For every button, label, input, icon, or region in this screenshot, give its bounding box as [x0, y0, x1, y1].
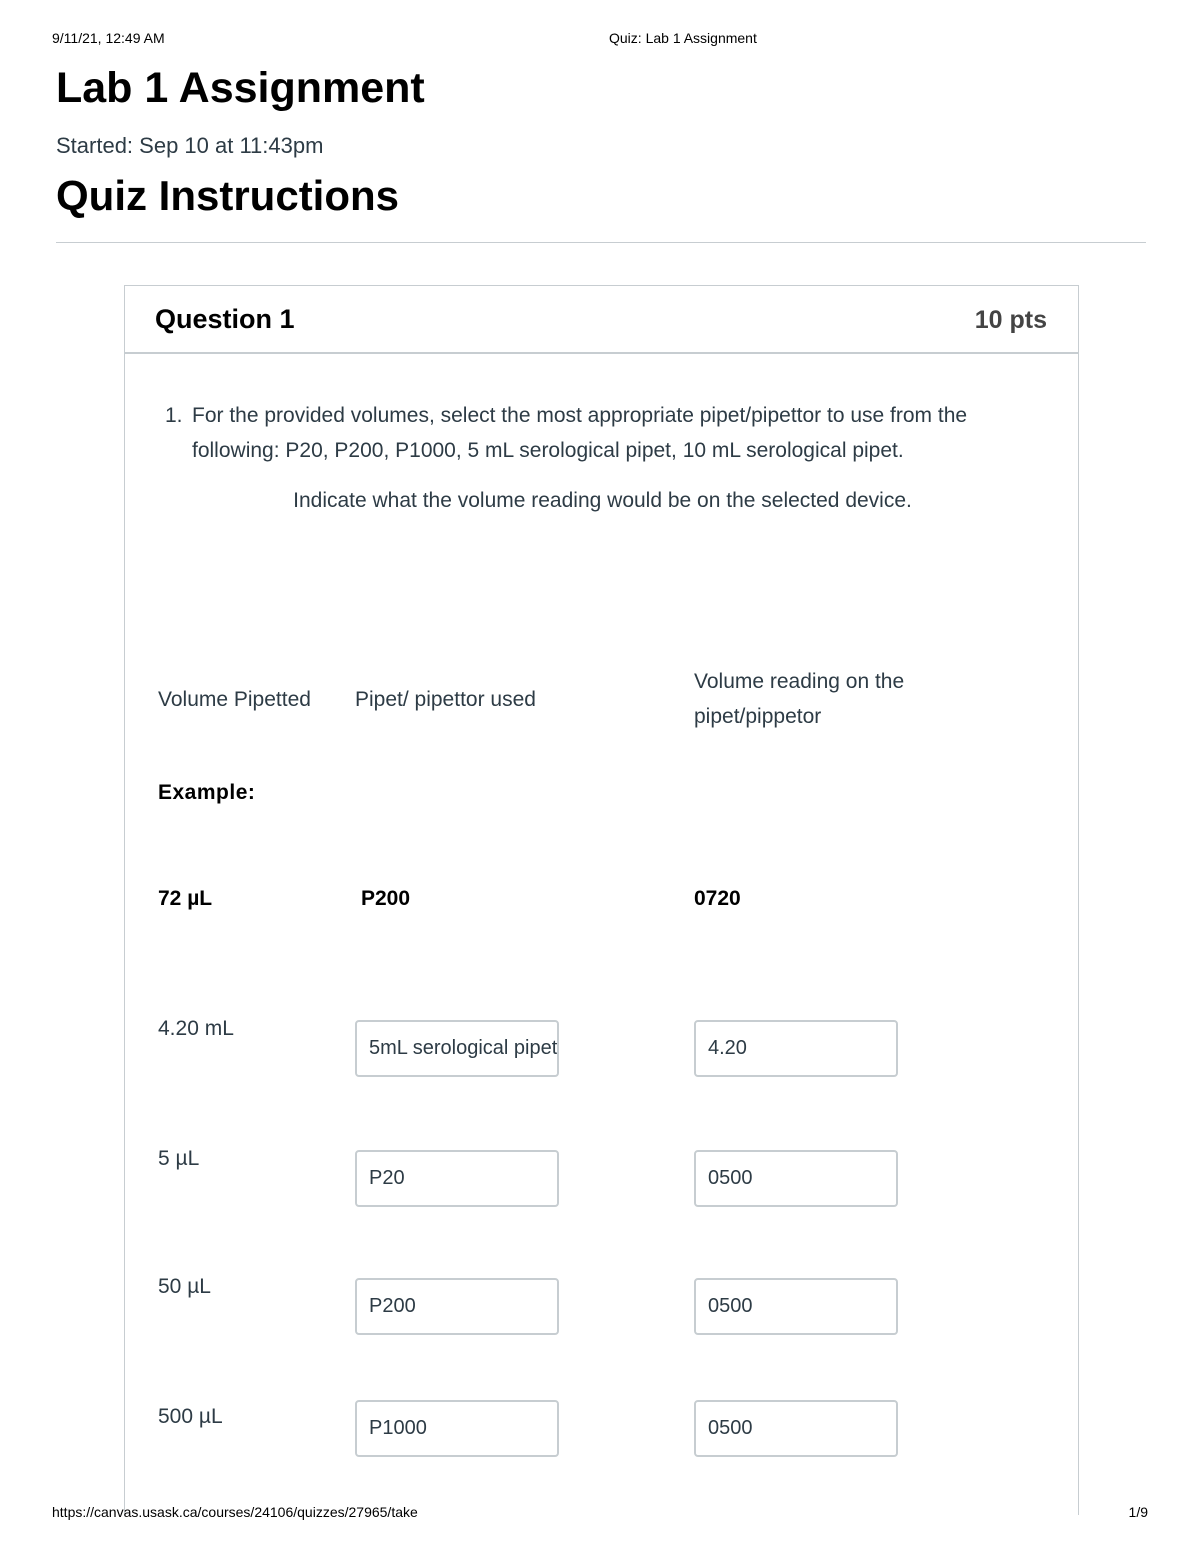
print-header — [52, 30, 1148, 48]
footer-page-number: 1/9 — [1128, 1504, 1148, 1520]
reading-answer-input[interactable]: 4.20 — [694, 1020, 898, 1077]
question-points: 10 pts — [974, 306, 1047, 334]
reading-answer-input[interactable]: 0500 — [694, 1400, 898, 1457]
question-name: Question 1 — [155, 304, 295, 334]
quiz-instructions-heading: Quiz Instructions — [56, 172, 400, 219]
pipettor-answer-input[interactable]: P1000 — [355, 1400, 559, 1457]
volume-label: 4.20 mL — [158, 1017, 234, 1040]
volume-label: 50 µL — [158, 1275, 211, 1298]
print-date: 9/11/21, 12:49 AM — [52, 30, 165, 46]
volume-label: 500 µL — [158, 1405, 223, 1428]
pipettor-answer-input[interactable]: P20 — [355, 1150, 559, 1207]
instruction-text: For the provided volumes, select the most appropriate pipet/pipettor to use from the following: P20, P200, P1000, 5 mL serological pipet, 10 mL serological pipet. — [192, 404, 968, 462]
column-header-volume: Volume Pipetted — [158, 688, 311, 711]
example-label: Example: — [158, 781, 256, 804]
footer-url: https://canvas.usask.ca/courses/24106/quizzes/27965/take — [52, 1504, 418, 1520]
instruction-subtext: Indicate what the volume reading would be on the selected device. — [293, 489, 912, 512]
print-page-title: Quiz: Lab 1 Assignment — [609, 30, 757, 46]
reading-answer-input[interactable]: 0500 — [694, 1278, 898, 1335]
reading-answer-input[interactable]: 0500 — [694, 1150, 898, 1207]
started-timestamp: Started: Sep 10 at 11:43pm — [56, 133, 324, 158]
column-header-reading: Volume reading on the pipet/pippetor — [694, 670, 905, 728]
instruction-number: 1. — [165, 404, 183, 427]
example-reading: 0720 — [694, 887, 741, 910]
question-card — [124, 285, 1079, 1515]
section-divider — [56, 242, 1146, 243]
print-footer — [52, 1504, 1148, 1522]
page-title: Lab 1 Assignment — [56, 64, 425, 112]
example-volume: 72 µL — [158, 887, 213, 910]
pipettor-answer-input[interactable]: 5mL serological pipet — [355, 1020, 559, 1077]
pipettor-answer-input[interactable]: P200 — [355, 1278, 559, 1335]
column-header-pipettor: Pipet/ pipettor used — [355, 688, 536, 711]
question-header — [125, 286, 1078, 354]
example-pipettor: P200 — [361, 887, 411, 910]
volume-label: 5 µL — [158, 1147, 200, 1170]
